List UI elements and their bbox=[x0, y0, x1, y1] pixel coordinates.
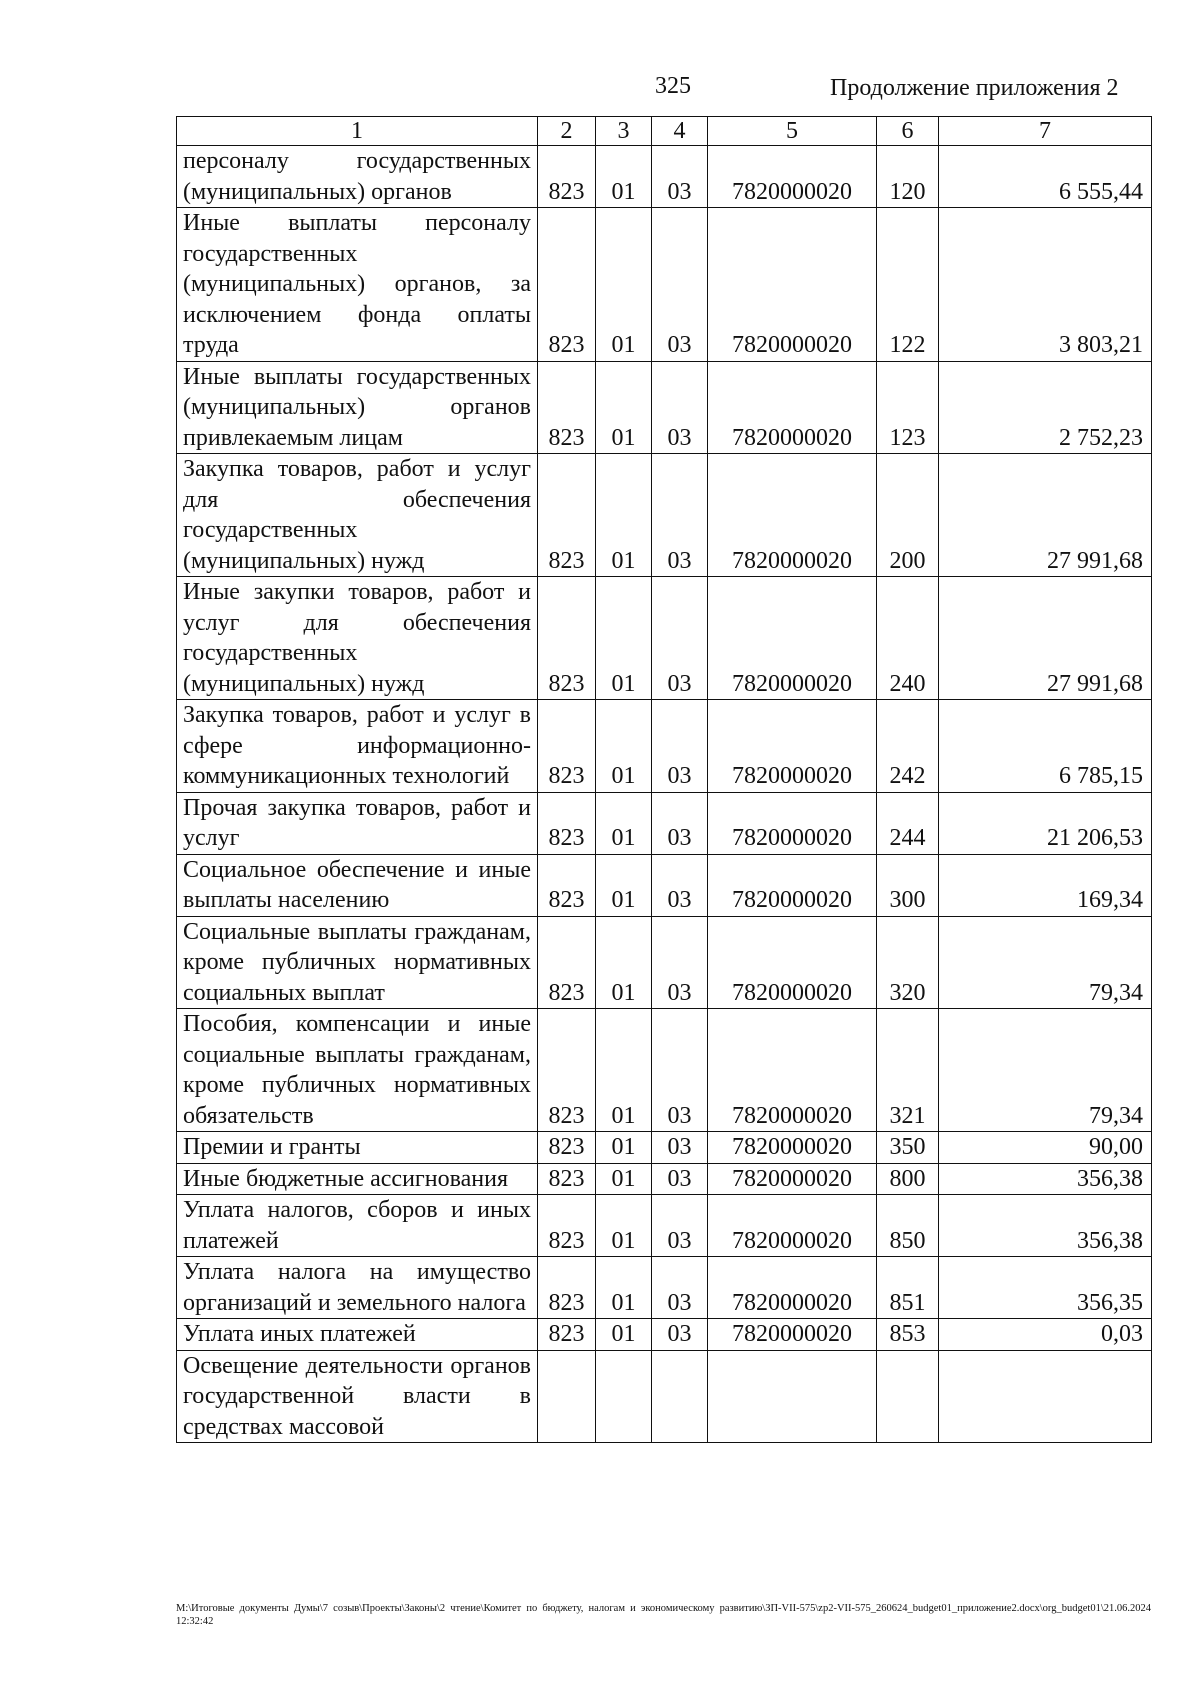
column-header: 2 bbox=[538, 117, 596, 146]
expense-type-cell: 200 bbox=[877, 454, 939, 577]
section-code-cell: 01 bbox=[596, 854, 652, 916]
amount-cell: 79,34 bbox=[939, 1009, 1152, 1132]
expense-type-cell: 850 bbox=[877, 1195, 939, 1257]
expense-name-cell: Премии и гранты bbox=[177, 1132, 538, 1164]
section-code-cell: 01 bbox=[596, 454, 652, 577]
section-code-cell: 01 bbox=[596, 1319, 652, 1351]
expense-type-cell: 244 bbox=[877, 792, 939, 854]
target-article-cell: 7820000020 bbox=[708, 454, 877, 577]
section-code-cell bbox=[596, 1350, 652, 1443]
subsection-code-cell: 03 bbox=[652, 854, 708, 916]
section-code-cell: 01 bbox=[596, 146, 652, 208]
table-row bbox=[177, 208, 1152, 362]
amount-cell: 79,34 bbox=[939, 916, 1152, 1009]
expense-name-cell: Социальные выплаты гражданам, кроме публичных нормативных социальных выплат bbox=[177, 916, 538, 1009]
section-code-cell: 01 bbox=[596, 700, 652, 793]
amount-cell: 27 991,68 bbox=[939, 577, 1152, 700]
column-header: 3 bbox=[596, 117, 652, 146]
section-code-cell: 01 bbox=[596, 792, 652, 854]
target-article-cell: 7820000020 bbox=[708, 361, 877, 454]
expense-name-cell: Иные выплаты персоналу государственных (муниципальных) органов, за исключением фонда оплаты труда bbox=[177, 208, 538, 362]
expense-type-cell: 120 bbox=[877, 146, 939, 208]
page-number: 325 bbox=[655, 73, 691, 99]
expense-type-cell bbox=[877, 1350, 939, 1443]
amount-cell: 6 785,15 bbox=[939, 700, 1152, 793]
table-row bbox=[177, 146, 1152, 208]
expense-name-cell: Социальное обеспечение и иные выплаты населению bbox=[177, 854, 538, 916]
expense-type-cell: 123 bbox=[877, 361, 939, 454]
target-article-cell: 7820000020 bbox=[708, 146, 877, 208]
subsection-code-cell: 03 bbox=[652, 1132, 708, 1164]
table-row bbox=[177, 577, 1152, 700]
subsection-code-cell: 03 bbox=[652, 1009, 708, 1132]
amount-cell bbox=[939, 1350, 1152, 1443]
subsection-code-cell: 03 bbox=[652, 1163, 708, 1195]
subsection-code-cell: 03 bbox=[652, 146, 708, 208]
expense-type-cell: 350 bbox=[877, 1132, 939, 1164]
expense-name-cell: Закупка товаров, работ и услуг для обеспечения государственных (муниципальных) нужд bbox=[177, 454, 538, 577]
table-row bbox=[177, 454, 1152, 577]
expense-name-cell: Уплата налогов, сборов и иных платежей bbox=[177, 1195, 538, 1257]
amount-cell: 90,00 bbox=[939, 1132, 1152, 1164]
subsection-code-cell: 03 bbox=[652, 208, 708, 362]
subsection-code-cell: 03 bbox=[652, 1319, 708, 1351]
expense-type-cell: 242 bbox=[877, 700, 939, 793]
ministry-code-cell: 823 bbox=[538, 1163, 596, 1195]
amount-cell: 27 991,68 bbox=[939, 454, 1152, 577]
table-row bbox=[177, 1350, 1152, 1443]
budget-table bbox=[176, 116, 1152, 1443]
ministry-code-cell: 823 bbox=[538, 208, 596, 362]
expense-name-cell: Уплата иных платежей bbox=[177, 1319, 538, 1351]
amount-cell: 3 803,21 bbox=[939, 208, 1152, 362]
expense-name-cell: Иные закупки товаров, работ и услуг для обеспечения государственных (муниципальных) нужд bbox=[177, 577, 538, 700]
expense-type-cell: 851 bbox=[877, 1257, 939, 1319]
amount-cell: 169,34 bbox=[939, 854, 1152, 916]
subsection-code-cell: 03 bbox=[652, 577, 708, 700]
target-article-cell: 7820000020 bbox=[708, 1132, 877, 1164]
section-code-cell: 01 bbox=[596, 577, 652, 700]
table-row bbox=[177, 1163, 1152, 1195]
subsection-code-cell: 03 bbox=[652, 792, 708, 854]
amount-cell: 2 752,23 bbox=[939, 361, 1152, 454]
column-header: 7 bbox=[939, 117, 1152, 146]
expense-name-cell: Прочая закупка товаров, работ и услуг bbox=[177, 792, 538, 854]
section-code-cell: 01 bbox=[596, 916, 652, 1009]
expense-name-cell: Иные бюджетные ассигнования bbox=[177, 1163, 538, 1195]
subsection-code-cell: 03 bbox=[652, 1257, 708, 1319]
column-header: 4 bbox=[652, 117, 708, 146]
column-header: 5 bbox=[708, 117, 877, 146]
amount-cell: 0,03 bbox=[939, 1319, 1152, 1351]
appendix-continuation-header: Продолжение приложения 2 bbox=[830, 75, 1119, 101]
ministry-code-cell: 823 bbox=[538, 577, 596, 700]
table-row bbox=[177, 792, 1152, 854]
amount-cell: 21 206,53 bbox=[939, 792, 1152, 854]
ministry-code-cell: 823 bbox=[538, 1319, 596, 1351]
section-code-cell: 01 bbox=[596, 1257, 652, 1319]
amount-cell: 6 555,44 bbox=[939, 146, 1152, 208]
target-article-cell: 7820000020 bbox=[708, 1195, 877, 1257]
expense-type-cell: 240 bbox=[877, 577, 939, 700]
column-header: 6 bbox=[877, 117, 939, 146]
expense-type-cell: 300 bbox=[877, 854, 939, 916]
expense-name-cell: Освещение деятельности органов государственной власти в средствах массовой bbox=[177, 1350, 538, 1443]
ministry-code-cell: 823 bbox=[538, 1009, 596, 1132]
table-row bbox=[177, 1009, 1152, 1132]
document-file-path-footer: М:\Итоговые документы Думы\7 созыв\Проекты\Законы\2 чтение\Комитет по бюджету, налогам и экономическому развитию\ЗП-VII-575\zp2-VII-575_260624_budget01_приложение2.docx\org_budget01\21.06.2024 12:32:42 bbox=[176, 1603, 1151, 1627]
amount-cell: 356,35 bbox=[939, 1257, 1152, 1319]
expense-name-cell: Закупка товаров, работ и услуг в сфере информационно-коммуникационных технологий bbox=[177, 700, 538, 793]
ministry-code-cell: 823 bbox=[538, 454, 596, 577]
column-header: 1 bbox=[177, 117, 538, 146]
target-article-cell: 7820000020 bbox=[708, 700, 877, 793]
ministry-code-cell: 823 bbox=[538, 792, 596, 854]
amount-cell: 356,38 bbox=[939, 1163, 1152, 1195]
table-row bbox=[177, 854, 1152, 916]
expense-type-cell: 320 bbox=[877, 916, 939, 1009]
expense-type-cell: 853 bbox=[877, 1319, 939, 1351]
subsection-code-cell: 03 bbox=[652, 361, 708, 454]
subsection-code-cell: 03 bbox=[652, 1195, 708, 1257]
target-article-cell: 7820000020 bbox=[708, 1163, 877, 1195]
expense-type-cell: 321 bbox=[877, 1009, 939, 1132]
expense-name-cell: Уплата налога на имущество организаций и земельного налога bbox=[177, 1257, 538, 1319]
target-article-cell: 7820000020 bbox=[708, 792, 877, 854]
table-row bbox=[177, 916, 1152, 1009]
section-code-cell: 01 bbox=[596, 1195, 652, 1257]
ministry-code-cell bbox=[538, 1350, 596, 1443]
expense-name-cell: Иные выплаты государственных (муниципальных) органов привлекаемым лицам bbox=[177, 361, 538, 454]
target-article-cell: 7820000020 bbox=[708, 916, 877, 1009]
ministry-code-cell: 823 bbox=[538, 916, 596, 1009]
table-row bbox=[177, 361, 1152, 454]
expense-type-cell: 122 bbox=[877, 208, 939, 362]
subsection-code-cell bbox=[652, 1350, 708, 1443]
ministry-code-cell: 823 bbox=[538, 1132, 596, 1164]
target-article-cell: 7820000020 bbox=[708, 1319, 877, 1351]
ministry-code-cell: 823 bbox=[538, 854, 596, 916]
target-article-cell: 7820000020 bbox=[708, 1009, 877, 1132]
subsection-code-cell: 03 bbox=[652, 700, 708, 793]
target-article-cell: 7820000020 bbox=[708, 208, 877, 362]
table-row bbox=[177, 1257, 1152, 1319]
target-article-cell bbox=[708, 1350, 877, 1443]
ministry-code-cell: 823 bbox=[538, 361, 596, 454]
target-article-cell: 7820000020 bbox=[708, 1257, 877, 1319]
expense-name-cell: Пособия, компенсации и иные социальные выплаты гражданам, кроме публичных нормативных обязательств bbox=[177, 1009, 538, 1132]
ministry-code-cell: 823 bbox=[538, 1195, 596, 1257]
table-row bbox=[177, 1195, 1152, 1257]
section-code-cell: 01 bbox=[596, 1009, 652, 1132]
section-code-cell: 01 bbox=[596, 1132, 652, 1164]
section-code-cell: 01 bbox=[596, 1163, 652, 1195]
expense-name-cell: персоналу государственных (муниципальных) органов bbox=[177, 146, 538, 208]
subsection-code-cell: 03 bbox=[652, 454, 708, 577]
table-row bbox=[177, 1132, 1152, 1164]
expense-type-cell: 800 bbox=[877, 1163, 939, 1195]
target-article-cell: 7820000020 bbox=[708, 854, 877, 916]
ministry-code-cell: 823 bbox=[538, 700, 596, 793]
section-code-cell: 01 bbox=[596, 361, 652, 454]
ministry-code-cell: 823 bbox=[538, 1257, 596, 1319]
section-code-cell: 01 bbox=[596, 208, 652, 362]
ministry-code-cell: 823 bbox=[538, 146, 596, 208]
table-row bbox=[177, 700, 1152, 793]
subsection-code-cell: 03 bbox=[652, 916, 708, 1009]
table-header-row bbox=[177, 117, 1152, 146]
amount-cell: 356,38 bbox=[939, 1195, 1152, 1257]
target-article-cell: 7820000020 bbox=[708, 577, 877, 700]
table-row bbox=[177, 1319, 1152, 1351]
